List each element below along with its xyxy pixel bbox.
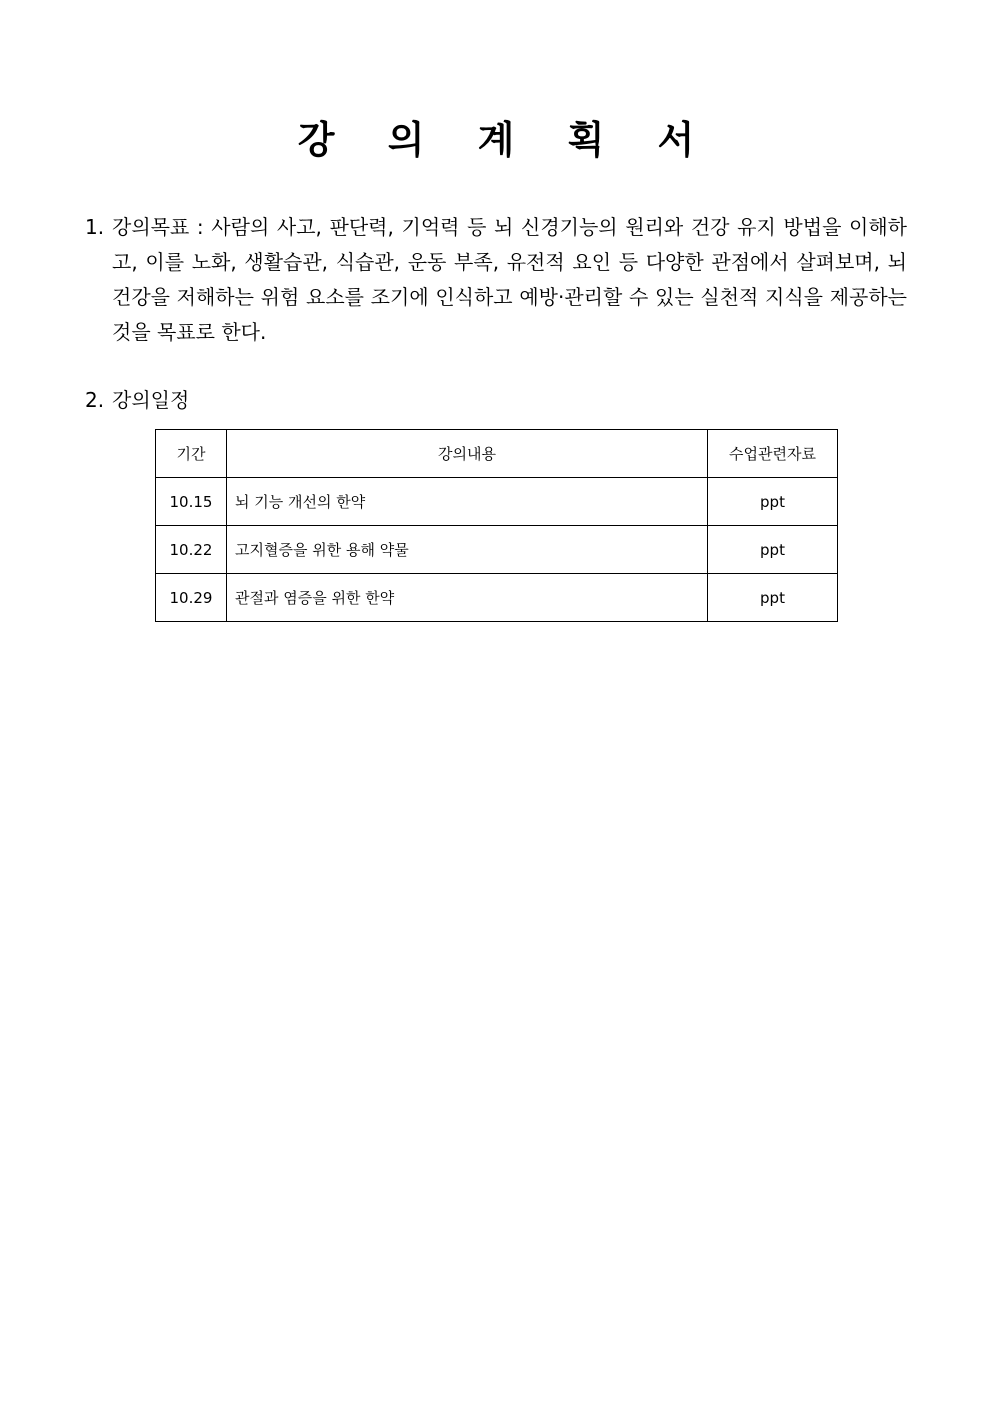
row-content: 뇌 기능 개선의 한약 <box>227 478 708 526</box>
row-period: 10.15 <box>156 478 227 526</box>
section-lecture-schedule <box>85 383 907 418</box>
header-period: 기간 <box>156 430 227 478</box>
goal-text: 강의목표 : 사람의 사고, 판단력, 기억력 등 뇌 신경기능의 원리와 건강 유지 방법을 이해하고, 이를 노화, 생활습관, 식습관, 운동 부족, 유전적 요인 등 다양한 관점에서 살펴보며, 뇌 건강을 저해하는 위험 요소를 조기에 인식하고 예방·관리할 수 있는 실천적 지식을 제공하는 것을 목표로 한다. <box>112 215 907 344</box>
table-row <box>156 574 838 622</box>
row-material: ppt <box>708 526 838 574</box>
row-content: 관절과 염증을 위한 한약 <box>227 574 708 622</box>
row-period: 10.22 <box>156 526 227 574</box>
schedule-heading: 강의일정 <box>112 388 190 412</box>
row-material: ppt <box>708 574 838 622</box>
schedule-table <box>155 429 838 622</box>
row-period: 10.29 <box>156 574 227 622</box>
table-row <box>156 526 838 574</box>
schedule-number: 2. <box>85 388 105 412</box>
header-content: 강의내용 <box>227 430 708 478</box>
header-material: 수업관련자료 <box>708 430 838 478</box>
schedule-heading-row <box>85 383 907 418</box>
section-lecture-goal <box>85 210 907 350</box>
document-title: 강 의 계 획 서 <box>297 118 715 162</box>
table-header-row <box>156 430 838 478</box>
table-row <box>156 478 838 526</box>
row-content: 고지혈증을 위한 용해 약물 <box>227 526 708 574</box>
row-material: ppt <box>708 478 838 526</box>
goal-row <box>85 210 907 350</box>
goal-number: 1. <box>85 215 105 239</box>
